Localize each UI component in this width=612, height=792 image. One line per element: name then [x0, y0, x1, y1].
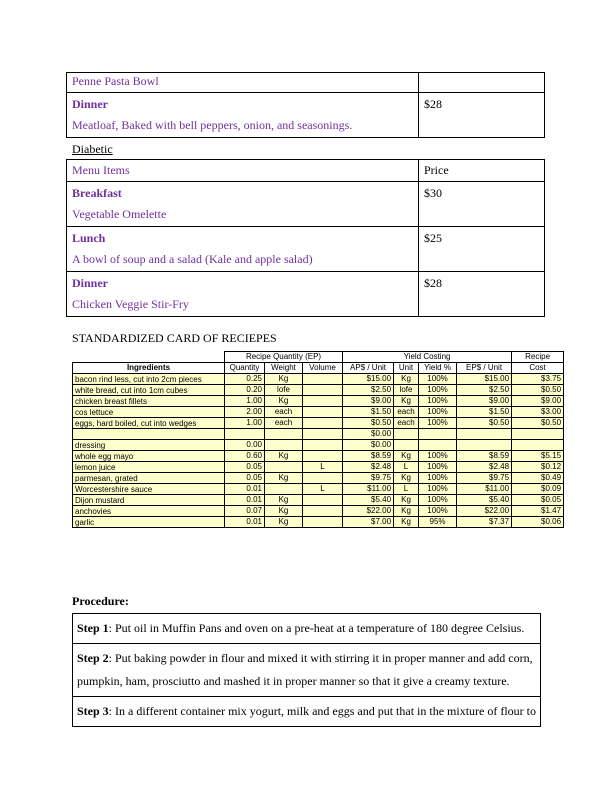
- meal-name: Dinner: [72, 276, 108, 290]
- cell-ep-unit: $2.50: [457, 385, 512, 396]
- cell-cost: $0.49: [512, 473, 564, 484]
- meal-description: A bowl of soup and a salad (Kale and apple salad): [72, 252, 313, 266]
- header-ep-unit: EP$ / Unit: [457, 363, 512, 374]
- cell-ep-unit: $0.50: [457, 418, 512, 429]
- cell-ep-unit: $22.00: [457, 506, 512, 517]
- cell-unit: Kg: [394, 374, 419, 385]
- cell-ingredient: white bread, cut into 1cm cubes: [73, 385, 225, 396]
- recipe-card-table: [72, 351, 564, 528]
- cell-unit: L: [394, 462, 419, 473]
- cell-ap-unit: $1.50: [343, 407, 394, 418]
- step-text: : Put baking powder in flour and mixed it with stirring it in proper manner and add corn, pumpkin, ham, prosciutto and mashed it in proper manner so that it give a creamy texture.: [77, 651, 533, 688]
- cell-ep-unit: [457, 440, 512, 451]
- cell-cost: $0.12: [512, 462, 564, 473]
- cell-volume: [303, 429, 343, 440]
- cell-yield: 95%: [419, 517, 457, 528]
- header-volume: Volume: [303, 363, 343, 374]
- cell-volume: [303, 440, 343, 451]
- cell-yield: 100%: [419, 484, 457, 495]
- cell-unit: each: [394, 418, 419, 429]
- cell-volume: [303, 396, 343, 407]
- cell-unit: Kg: [394, 396, 419, 407]
- cell-cost: $5.15: [512, 451, 564, 462]
- step-label: Step 3: [77, 704, 109, 718]
- menu-price-cell: [419, 182, 545, 227]
- cell-cost: [512, 429, 564, 440]
- cell-yield: 100%: [419, 495, 457, 506]
- menu-price-cell: [419, 93, 545, 138]
- cell-weight: [265, 462, 303, 473]
- menu-price-cell: [419, 73, 545, 93]
- cell-yield: 100%: [419, 473, 457, 484]
- cell-ingredient: [73, 429, 225, 440]
- cell-quantity: 0.07: [225, 506, 265, 517]
- cell-ep-unit: $7.37: [457, 517, 512, 528]
- cell-weight: Kg: [265, 495, 303, 506]
- cell-unit: Kg: [394, 517, 419, 528]
- menu-item-cell: [67, 73, 419, 93]
- cell-weight: each: [265, 407, 303, 418]
- step-label: Step 2: [77, 651, 109, 665]
- menu-price-cell: [419, 227, 545, 272]
- meal-name: Dinner: [72, 97, 108, 111]
- header-ingredients: Ingredients: [73, 363, 225, 374]
- recipe-row: [73, 374, 564, 385]
- cell-ep-unit: $11.00: [457, 484, 512, 495]
- cell-volume: [303, 407, 343, 418]
- cell-weight: [265, 484, 303, 495]
- step-text: : In a different container mix yogurt, milk and eggs and put that in the mixture of flour to: [108, 704, 537, 718]
- cell-unit: Kg: [394, 451, 419, 462]
- cell-ep-unit: $8.59: [457, 451, 512, 462]
- header-ap-unit: AP$ / Unit: [343, 363, 394, 374]
- cell-yield: 100%: [419, 396, 457, 407]
- cell-weight: Kg: [265, 506, 303, 517]
- menu-price-cell: [419, 272, 545, 317]
- cell-unit: lofe: [394, 385, 419, 396]
- cell-ap-unit: $15.00: [343, 374, 394, 385]
- cell-ap-unit: $22.00: [343, 506, 394, 517]
- cell-volume: [303, 495, 343, 506]
- cell-ingredient: dressing: [73, 440, 225, 451]
- cell-volume: [303, 506, 343, 517]
- header-yield: Yield %: [419, 363, 457, 374]
- cell-unit: each: [394, 407, 419, 418]
- cell-volume: L: [303, 484, 343, 495]
- menu-item-cell: [67, 93, 419, 138]
- cell-ingredient: chicken breast fillets: [73, 396, 225, 407]
- meal-description: Vegetable Omelette: [72, 207, 167, 221]
- meal-name: Lunch: [72, 231, 106, 245]
- cell-weight: [265, 429, 303, 440]
- cell-ep-unit: $1.50: [457, 407, 512, 418]
- cell-ap-unit: $9.00: [343, 396, 394, 407]
- cell-weight: each: [265, 418, 303, 429]
- cell-weight: Kg: [265, 374, 303, 385]
- cell-cost: $0.09: [512, 484, 564, 495]
- menu-header-price: Price: [419, 160, 545, 182]
- cell-volume: [303, 385, 343, 396]
- cell-weight: lofe: [265, 385, 303, 396]
- procedure-label: Procedure:: [72, 594, 129, 608]
- cell-volume: [303, 517, 343, 528]
- cell-weight: [265, 440, 303, 451]
- recipe-row: [73, 396, 564, 407]
- cell-ap-unit: $11.00: [343, 484, 394, 495]
- cell-yield: 100%: [419, 451, 457, 462]
- meal-price: $28: [424, 276, 442, 290]
- cell-volume: [303, 451, 343, 462]
- cell-yield: [419, 429, 457, 440]
- recipe-row: [73, 495, 564, 506]
- cell-volume: [303, 418, 343, 429]
- cell-quantity: 0.20: [225, 385, 265, 396]
- section-label-diabetic: Diabetic: [72, 142, 113, 156]
- recipe-row: [73, 440, 564, 451]
- cell-quantity: 1.00: [225, 418, 265, 429]
- recipe-card-title: STANDARDIZED CARD OF RECIEPES: [72, 331, 277, 345]
- recipe-row: [73, 506, 564, 517]
- cell-quantity: 0.01: [225, 484, 265, 495]
- cell-cost: $1.47: [512, 506, 564, 517]
- cell-cost: $9.00: [512, 396, 564, 407]
- cell-quantity: 0.01: [225, 517, 265, 528]
- cell-ap-unit: $0.00: [343, 429, 394, 440]
- cell-ap-unit: $5.40: [343, 495, 394, 506]
- cell-ep-unit: $15.00: [457, 374, 512, 385]
- cell-quantity: 0.25: [225, 374, 265, 385]
- procedure-step: [73, 697, 541, 727]
- cell-cost: $0.50: [512, 385, 564, 396]
- recipe-rows: [73, 374, 564, 528]
- cell-weight: Kg: [265, 451, 303, 462]
- cell-ep-unit: $5.40: [457, 495, 512, 506]
- header-quantity: Quantity: [225, 363, 265, 374]
- menu-item-name: Penne Pasta Bowl: [72, 74, 159, 88]
- recipe-row: [73, 429, 564, 440]
- cell-weight: Kg: [265, 396, 303, 407]
- cell-yield: 100%: [419, 374, 457, 385]
- cell-ingredient: Dijon mustard: [73, 495, 225, 506]
- cell-cost: $0.06: [512, 517, 564, 528]
- recipe-row: [73, 462, 564, 473]
- cell-ap-unit: $7.00: [343, 517, 394, 528]
- recipe-row: [73, 484, 564, 495]
- menu-item-cell: [67, 182, 419, 227]
- cell-ap-unit: $0.50: [343, 418, 394, 429]
- header-group-quantity: Recipe Quantity (EP): [225, 352, 343, 363]
- cell-yield: 100%: [419, 407, 457, 418]
- menu-item-cell: [67, 227, 419, 272]
- cell-ingredient: eggs, hard boiled, cut into wedges: [73, 418, 225, 429]
- cell-volume: [303, 473, 343, 484]
- cell-ingredient: Worcestershire sauce: [73, 484, 225, 495]
- cell-quantity: 0.60: [225, 451, 265, 462]
- cell-cost: $3.00: [512, 407, 564, 418]
- cell-ingredient: cos lettuce: [73, 407, 225, 418]
- cell-yield: 100%: [419, 462, 457, 473]
- step-label: Step 1: [77, 621, 109, 635]
- cell-ingredient: whole egg mayo: [73, 451, 225, 462]
- header-unit: Unit: [394, 363, 419, 374]
- cell-cost: $0.50: [512, 418, 564, 429]
- cell-yield: 100%: [419, 385, 457, 396]
- recipe-row: [73, 451, 564, 462]
- menu-table-diabetic: [66, 159, 545, 317]
- cell-unit: Kg: [394, 473, 419, 484]
- header-cost: Cost: [512, 363, 564, 374]
- recipe-row: [73, 473, 564, 484]
- meal-price: $30: [424, 186, 442, 200]
- menu-table-top: [66, 72, 545, 138]
- cell-quantity: 2.00: [225, 407, 265, 418]
- cell-ep-unit: $9.75: [457, 473, 512, 484]
- cell-cost: $0.05: [512, 495, 564, 506]
- cell-ingredient: parmesan, grated: [73, 473, 225, 484]
- cell-ingredient: anchovies: [73, 506, 225, 517]
- recipe-row: [73, 517, 564, 528]
- cell-quantity: [225, 429, 265, 440]
- cell-ep-unit: $9.00: [457, 396, 512, 407]
- cell-quantity: 0.01: [225, 495, 265, 506]
- cell-quantity: 0.00: [225, 440, 265, 451]
- cell-weight: Kg: [265, 473, 303, 484]
- header-group-recipe: Recipe: [512, 352, 564, 363]
- cell-ingredient: garlic: [73, 517, 225, 528]
- cell-ap-unit: $2.48: [343, 462, 394, 473]
- cell-ingredient: bacon rind less, cut into 2cm pieces: [73, 374, 225, 385]
- menu-item-cell: [67, 272, 419, 317]
- cell-ep-unit: [457, 429, 512, 440]
- cell-cost: $3.75: [512, 374, 564, 385]
- menu-header-items: Menu Items: [67, 160, 419, 182]
- meal-description: Chicken Veggie Stir-Fry: [72, 297, 189, 311]
- cell-unit: [394, 429, 419, 440]
- cell-ap-unit: $8.59: [343, 451, 394, 462]
- step-text: : Put oil in Muffin Pans and oven on a pre-heat at a temperature of 180 degree Celsius.: [108, 621, 525, 635]
- cell-volume: [303, 374, 343, 385]
- header-group-yield: Yield Costing: [343, 352, 512, 363]
- meal-description: Meatloaf, Baked with bell peppers, onion, and seasonings.: [72, 118, 353, 132]
- cell-yield: 100%: [419, 418, 457, 429]
- header-blank: [73, 352, 225, 363]
- header-weight: Weight: [265, 363, 303, 374]
- cell-cost: [512, 440, 564, 451]
- meal-price: $25: [424, 231, 442, 245]
- cell-ep-unit: $2.48: [457, 462, 512, 473]
- cell-volume: L: [303, 462, 343, 473]
- cell-ingredient: lemon juice: [73, 462, 225, 473]
- cell-unit: [394, 440, 419, 451]
- cell-quantity: 1.00: [225, 396, 265, 407]
- cell-ap-unit: $0.00: [343, 440, 394, 451]
- procedure-step: [73, 614, 541, 644]
- meal-name: Breakfast: [72, 186, 122, 200]
- recipe-row: [73, 418, 564, 429]
- cell-unit: L: [394, 484, 419, 495]
- cell-quantity: 0.05: [225, 462, 265, 473]
- recipe-row: [73, 407, 564, 418]
- cell-yield: [419, 440, 457, 451]
- recipe-row: [73, 385, 564, 396]
- cell-ap-unit: $2.50: [343, 385, 394, 396]
- cell-ap-unit: $9.75: [343, 473, 394, 484]
- cell-unit: Kg: [394, 506, 419, 517]
- cell-weight: Kg: [265, 517, 303, 528]
- cell-unit: Kg: [394, 495, 419, 506]
- procedure-step: [73, 644, 541, 697]
- cell-quantity: 0.05: [225, 473, 265, 484]
- meal-price: $28: [424, 97, 442, 111]
- cell-yield: 100%: [419, 506, 457, 517]
- procedure-steps: [72, 613, 541, 727]
